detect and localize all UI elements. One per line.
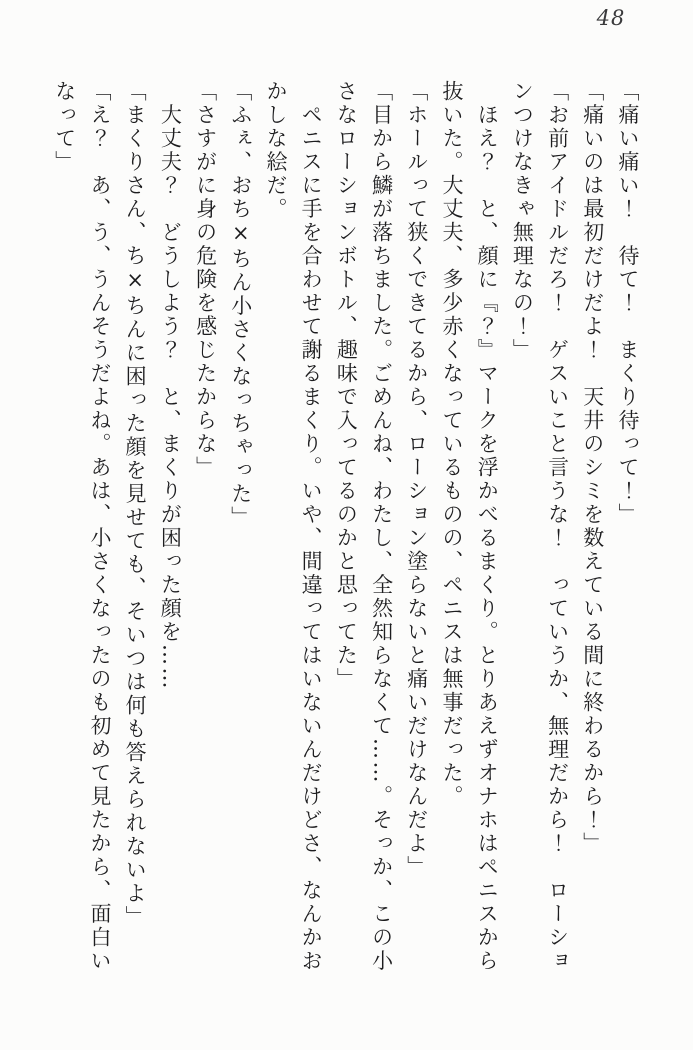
text-line: ほえ？ と、顔に『？』マークを浮かべるまくり。とりあえずオナホはペニスから [475, 80, 500, 973]
text-line: 「ホールって狭くできてるから、ローション塗らないと痛いだけなんだよ」 [404, 80, 429, 879]
text-line: 「まくりさん、ち×ちんに困った顔を見せても、そいつは何も答えられないよ」 [123, 80, 148, 929]
page-text [47, 80, 645, 1012]
text-line: 「痛い痛い！ 待て！ まくり待って！」 [616, 80, 640, 527]
text-line: 「さすがに身の危険を感じたからな」 [193, 80, 218, 480]
text-line: 「え？ あ、う、うんそうだよね。あは、小さくなったのも初めて見たから、面白い [87, 80, 112, 973]
text-line: 大丈夫？ どうしよう？ と、まくりが困った顔を…… [158, 80, 183, 691]
text-line: 「痛いのは最初だけだよ！ 天井のシミを数えている間に終わるから！」 [580, 80, 605, 856]
text-line: 抜いた。大丈夫、多少赤くなっているものの、ペニスは無事だった。 [439, 80, 464, 809]
text-line: 「お前アイドルだろ！ ゲスいこと言うな！ っていうか、無理だから！ ローショ [545, 80, 570, 973]
text-line: 「ふぇ、おち×ちん小さくなっちゃった」 [228, 80, 253, 530]
page-number: 48 [596, 6, 626, 30]
text-line: かしな絵だ。 [263, 80, 288, 221]
text-line: 「目から鱗が落ちました。ごめんね、わたし、全然知らなくて……。そっか、この小 [369, 80, 394, 973]
text-line: ンつけなきゃ無理なの！」 [510, 80, 535, 362]
text-line: さなローションボトル、趣味で入ってるのかと思ってた」 [334, 80, 359, 691]
text-line: なって」 [52, 80, 77, 174]
text-line: ペニスに手を合わせて謝るまくり。いや、間違ってはいないんだけどさ、なんかお [299, 80, 324, 973]
